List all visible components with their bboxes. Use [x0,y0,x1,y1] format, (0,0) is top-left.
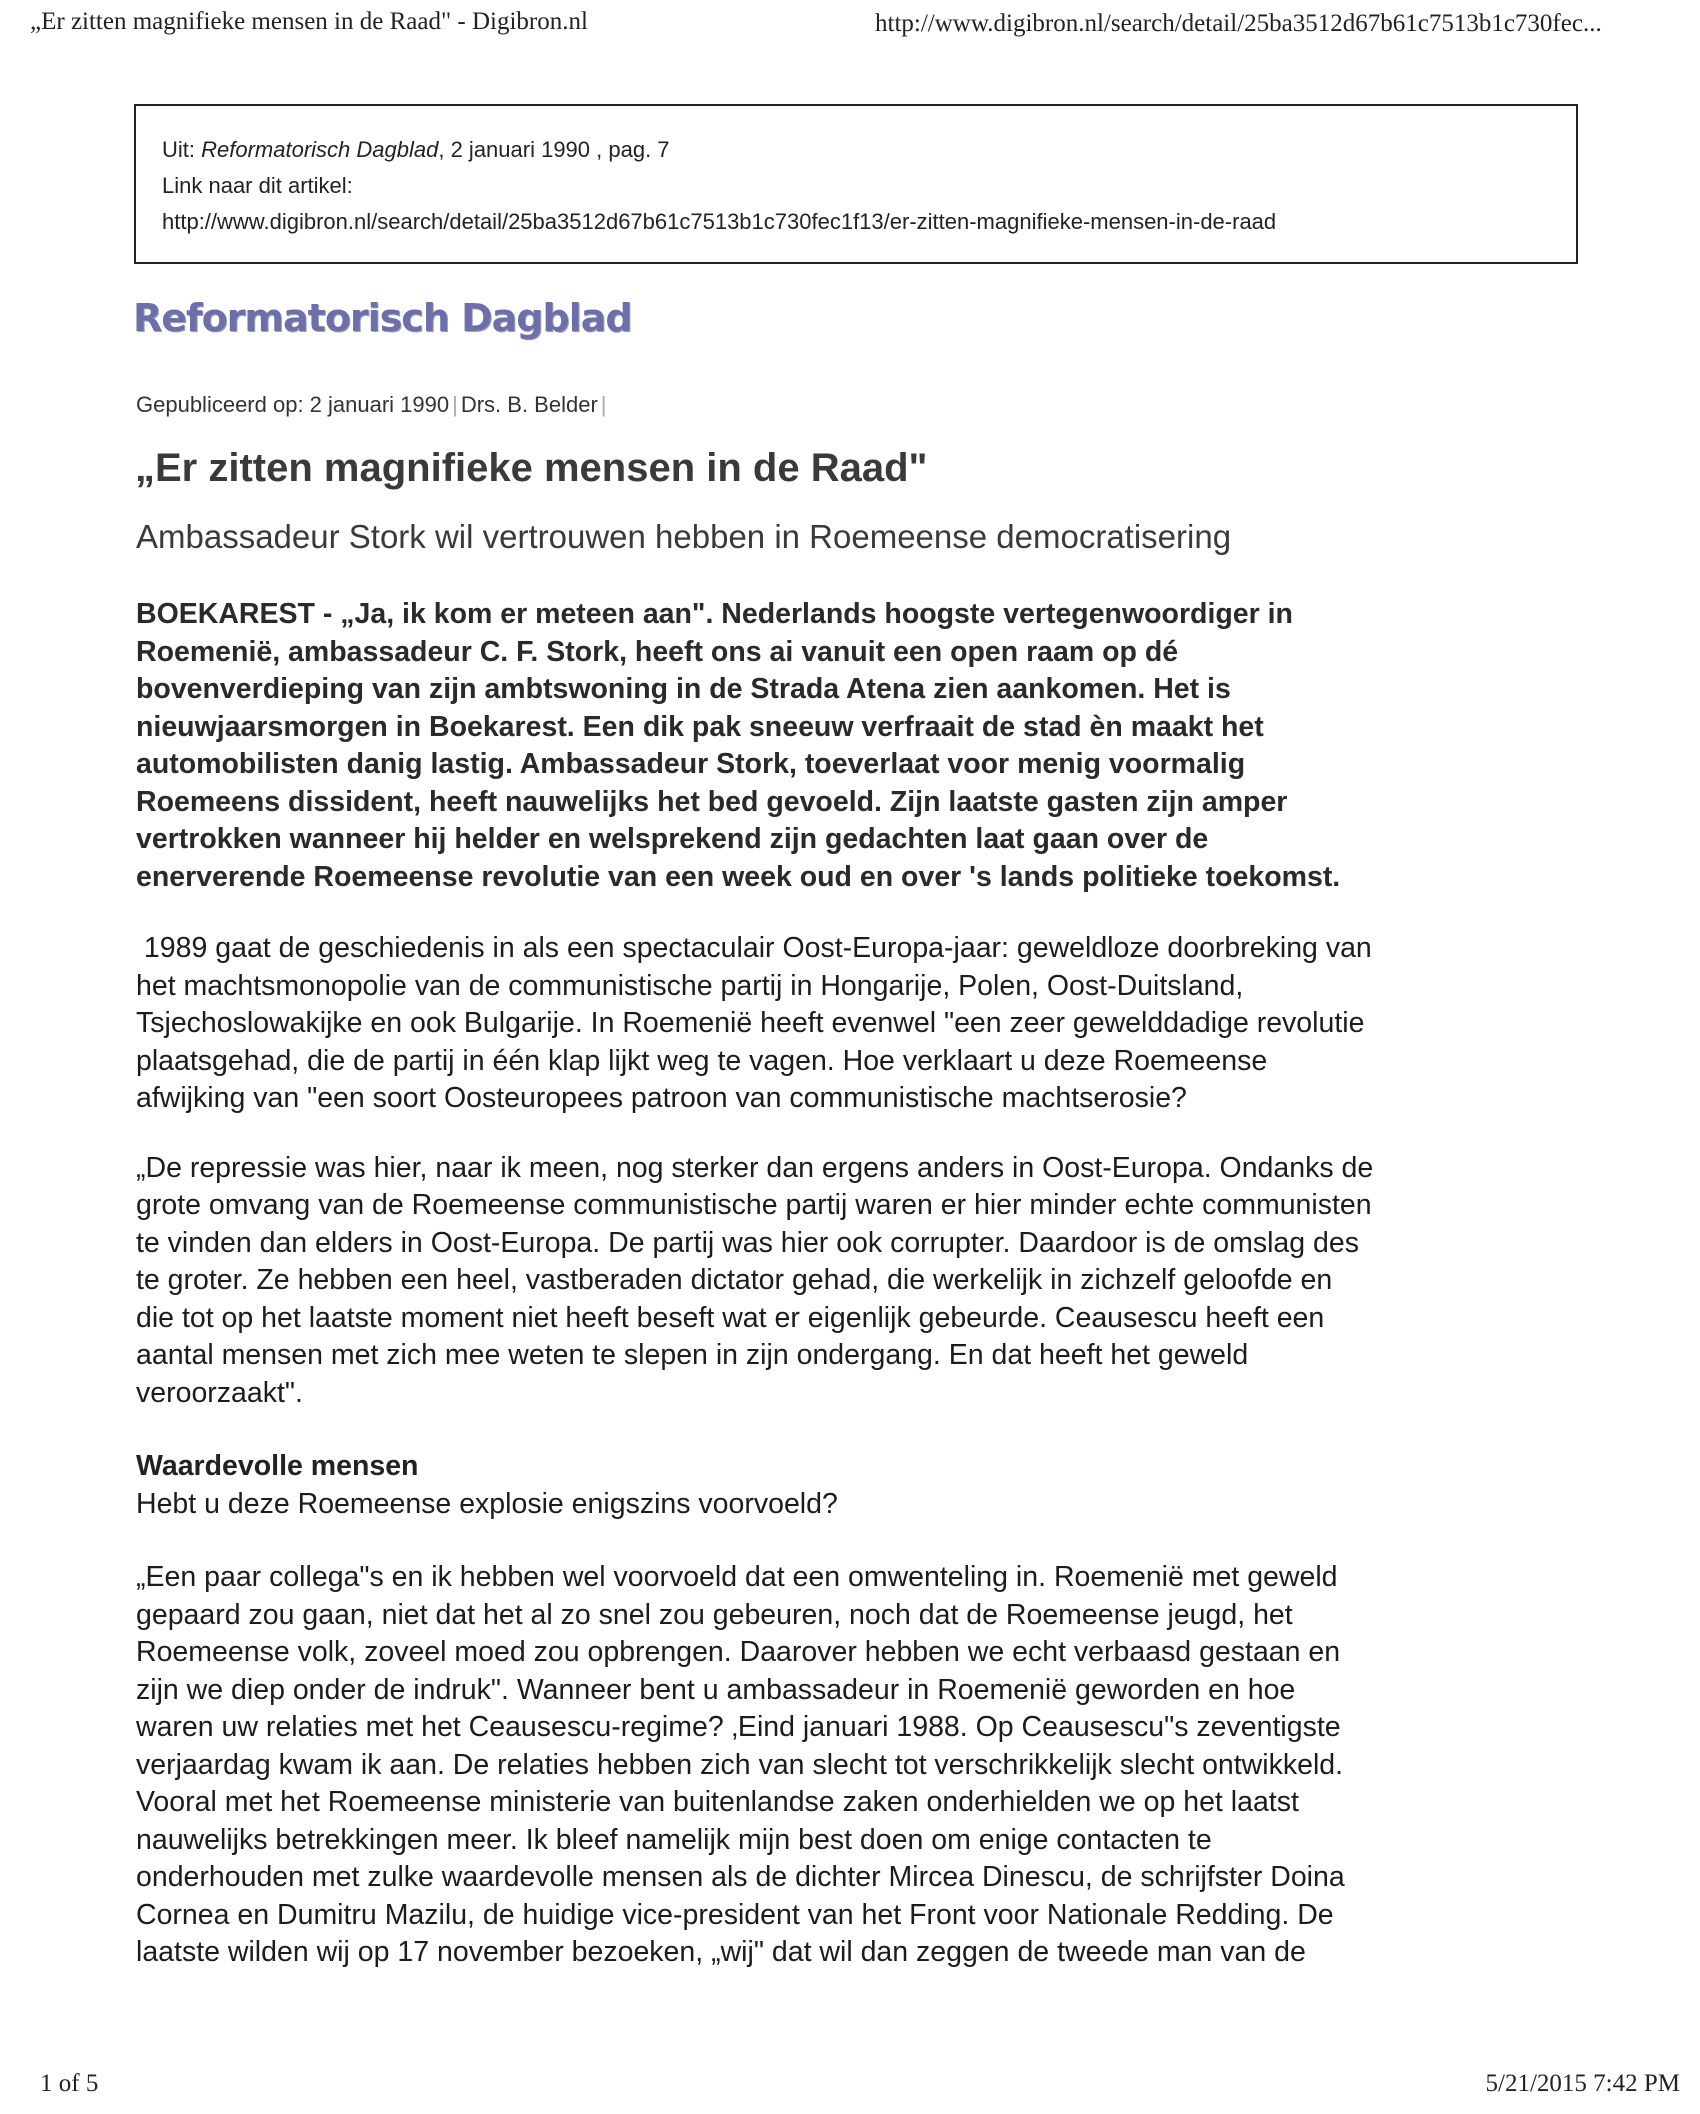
text-line: onderhouden met zulke waardevolle mensen als de dichter Mircea Dinescu, de schrijfster Doina [136,1861,1345,1893]
author: Drs. B. Belder [460,392,598,417]
page-counter: 1 of 5 [40,2070,99,2097]
text-line: 1989 gaat de geschiedenis in als een spectaculair Oost-Europa-jaar: geweldloze doorbreking van [136,932,1372,964]
text-line: nieuwjaarsmorgen in Boekarest. Een dik pak sneeuw verfraait de stad èn maakt het [136,710,1264,743]
text-line: te groter. Ze hebben een heel, vastberaden dictator gehad, die werkelijk in zichzelf geloofde en [136,1264,1333,1296]
text-line: te vinden dan elders in Oost-Europa. De partij was hier ook corrupter. Daardoor is de omslag des [136,1226,1359,1259]
text-line: Tsjechoslowakijke en ook Bulgarije. In Roemenië heeft evenwel "een zeer gewelddadige revolutie [136,1007,1365,1039]
article-body [136,596,1584,1972]
source-box [134,104,1578,264]
text-line: afwijking van "een soort Oosteuropees patroon van communistische machtserosie? [136,1082,1187,1114]
source-line [162,132,1576,168]
section-heading: Waardevolle mensen [136,1450,419,1482]
text-line: nauwelijks betrekkingen meer. Ik bleef namelijk mijn best doen om enige contacten te [136,1823,1212,1856]
byline-separator: | [600,392,607,417]
text-line: Roemenië, ambassadeur C. F. Stork, heeft ons ai vanuit een open raam op dé [136,635,1179,668]
newspaper-logo: Reformatorisch Dagblad [133,296,632,340]
text-line: waren uw relaties met het Ceausescu-regime? ‚Eind januari 1988. Op Ceausescu"s zeventigste [136,1711,1341,1743]
text-line: enerverende Roemeense revolutie van een week oud en over 's lands politieke toekomst. [136,860,1341,893]
text-line: Vooral met het Roemeense ministerie van buitenlandse zaken onderhielden we op het laatst [136,1786,1299,1818]
text-line: veroorzaakt". [136,1376,303,1409]
text-line: plaatsgehad, die de partij in één klap lijkt weg te vagen. Hoe verklaart u deze Roemeense [136,1044,1268,1077]
source-publication: Reformatorisch Dagblad [201,137,439,162]
text-line: automobilisten danig lastig. Ambassadeur Stork, toeverlaat voor menig voormalig [136,748,1246,780]
text-line: laatste wilden wij op 17 november bezoeken, „wij" dat wil dan zeggen de tweede man van de [136,1936,1306,1968]
text-line: het machtsmonopolie van de communistische partij in Hongarije, Polen, Oost-Duitsland, [136,969,1244,1002]
source-date-page: , 2 januari 1990 , pag. 7 [438,137,670,162]
text-line: zijn we diep onder de indruk". Wanneer bent u ambassadeur in Roemenië geworden en hoe [136,1673,1296,1706]
text-line: aantal mensen met zich mee weten te slepen in zijn ondergang. En dat heeft het geweld [136,1339,1249,1371]
section-question: Hebt u deze Roemeense explosie enigszins voorvoeld? [136,1487,838,1520]
print-page-url: http://www.digibron.nl/search/detail/25ba3512d67b61c7513b1c730fec... [875,10,1602,37]
article-headline: „Er zitten magnifieke mensen in de Raad" [135,446,928,490]
text-line: „De repressie was hier, naar ik meen, nog sterker dan ergens anders in Oost-Europa. Ondanks de [136,1151,1374,1184]
print-footer [40,2070,1680,2106]
body-paragraph [136,930,1584,1118]
published-date: Gepubliceerd op: 2 januari 1990 [136,392,450,417]
text-line: bovenverdieping van zijn ambtswoning in de Strada Atena zien aankomen. Het is [136,673,1231,705]
source-prefix: Uit: [162,137,202,162]
text-line: Roemeens dissident, heeft nauwelijks het bed gevoeld. Zijn laatste gasten zijn amper [136,785,1288,818]
byline [136,392,610,418]
byline-separator: | [452,392,458,417]
link-label: Link naar dit artikel: [162,173,353,198]
body-paragraph [136,1150,1584,1413]
text-line: „Een paar collega"s en ik hebben wel voorvoeld dat een omwenteling in. Roemenië met geweld [136,1561,1338,1593]
text-line: grote omvang van de Roemeense communistische partij waren er hier minder echte communisten [136,1189,1372,1221]
text-line: Roemeense volk, zoveel moed zou opbrengen. Daarover hebben we echt verbaasd gestaan en [136,1636,1341,1668]
body-paragraph [136,1559,1584,1972]
text-line: vertrokken wanneer hij helder en welsprekend zijn gedachten laat gaan over de [136,823,1209,855]
print-header [30,4,1690,44]
text-line: die tot op het laatste moment niet heeft beseft wat er eigenlijk gebeurde. Ceausescu heeft een [136,1301,1325,1334]
article-subheadline: Ambassadeur Stork wil vertrouwen hebben in Roemeense democratisering [136,518,1232,555]
lead-paragraph [136,596,1584,896]
text-line: Cornea en Dumitru Mazilu, de huidige vice-president van het Front voor Nationale Redding. De [136,1898,1334,1931]
print-timestamp: 5/21/2015 7:42 PM [1485,2070,1680,2097]
print-page-title: „Er zitten magnifieke mensen in de Raad" - Digibron.nl [30,8,588,35]
text-line: BOEKAREST - „Ja, ik kom er meteen aan". Nederlands hoogste vertegenwoordiger in [136,598,1293,630]
text-line: gepaard zou gaan, niet dat het al zo snel zou gebeuren, noch dat de Roemeense jeugd, het [136,1598,1293,1631]
article-link[interactable]: http://www.digibron.nl/search/detail/25ba3512d67b61c7513b1c730fec1f13/er-zitten-magnifieke-mensen-in-de-raad [162,209,1277,234]
text-line: verjaardag kwam ik aan. De relaties hebben zich van slecht tot verschrikkelijk slecht ontwikkeld. [136,1748,1344,1781]
